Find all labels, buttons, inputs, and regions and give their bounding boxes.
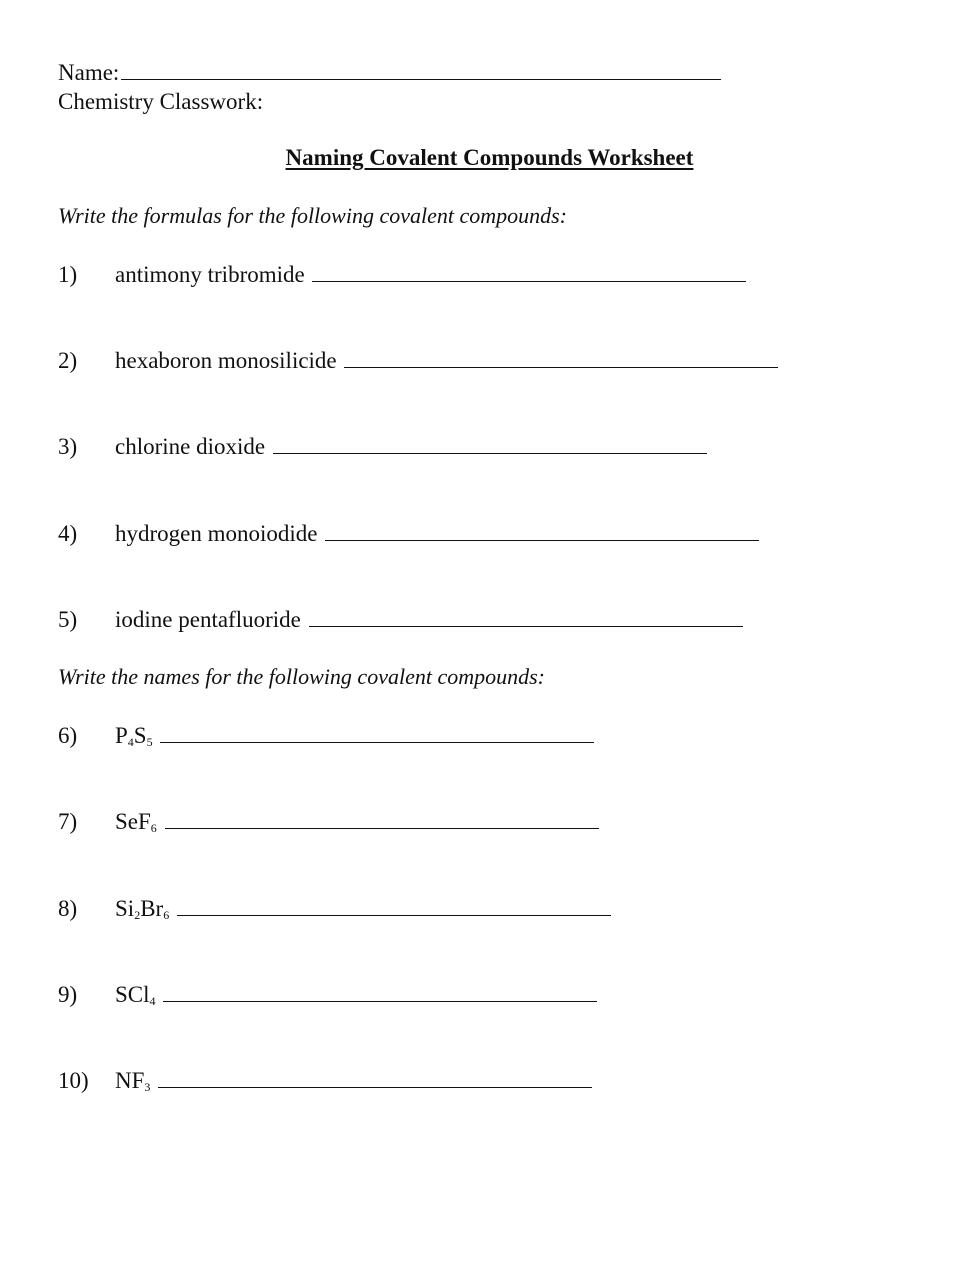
question-number: 1) [58, 262, 78, 287]
question-item [115, 349, 778, 372]
question-item [115, 897, 611, 920]
formula: $Si_2Br_6$ [115, 896, 170, 922]
answer-line[interactable] [177, 914, 611, 916]
compound-name: hexaboron monosilicide [115, 348, 337, 373]
question-item [115, 810, 599, 833]
question-number: 9) [58, 982, 78, 1007]
formula: $NF_3$ [115, 1068, 151, 1094]
answer-line[interactable] [163, 1000, 597, 1002]
question-number: 5) [58, 607, 78, 632]
question-number: 10) [58, 1068, 89, 1093]
question-item [115, 724, 594, 747]
question-item [115, 1069, 592, 1092]
compound-name: iodine pentafluoride [115, 607, 301, 632]
section-1-instruction: Write the formulas for the following covalent compounds: [58, 203, 568, 228]
compound-name: antimony tribromide [115, 262, 305, 287]
question-number: 2) [58, 348, 78, 373]
answer-line[interactable] [309, 625, 743, 627]
question-item [115, 983, 597, 1006]
question-item [115, 263, 746, 286]
formula: SCl$_4$ [115, 982, 156, 1008]
answer-line[interactable] [158, 1086, 592, 1088]
question-item [115, 608, 743, 631]
answer-line[interactable] [325, 539, 759, 541]
answer-line[interactable] [160, 741, 594, 743]
question-number: 8) [58, 896, 78, 921]
answer-line[interactable] [312, 280, 746, 282]
section-2-instruction: Write the names for the following covalent compounds: [58, 664, 545, 689]
name-answer-line[interactable] [121, 78, 721, 80]
question-item [115, 435, 707, 458]
question-number: 3) [58, 434, 78, 459]
question-number: 7) [58, 809, 78, 834]
question-number: 4) [58, 521, 78, 546]
answer-line[interactable] [165, 827, 599, 829]
name-label: Name: [58, 60, 120, 85]
formula: $P_4S_5$ [115, 723, 153, 749]
question-item [115, 522, 759, 545]
formula: SeF$_6$ [115, 809, 157, 835]
worksheet-title: Naming Covalent Compounds Worksheet [285, 145, 694, 170]
compound-name: hydrogen monoiodide [115, 521, 318, 546]
compound-name: chlorine dioxide [115, 434, 266, 459]
answer-line[interactable] [344, 366, 778, 368]
answer-line[interactable] [273, 452, 707, 454]
name-field[interactable] [58, 61, 721, 84]
class-label: Chemistry Classwork: [58, 89, 264, 114]
question-number: 6) [58, 723, 78, 748]
